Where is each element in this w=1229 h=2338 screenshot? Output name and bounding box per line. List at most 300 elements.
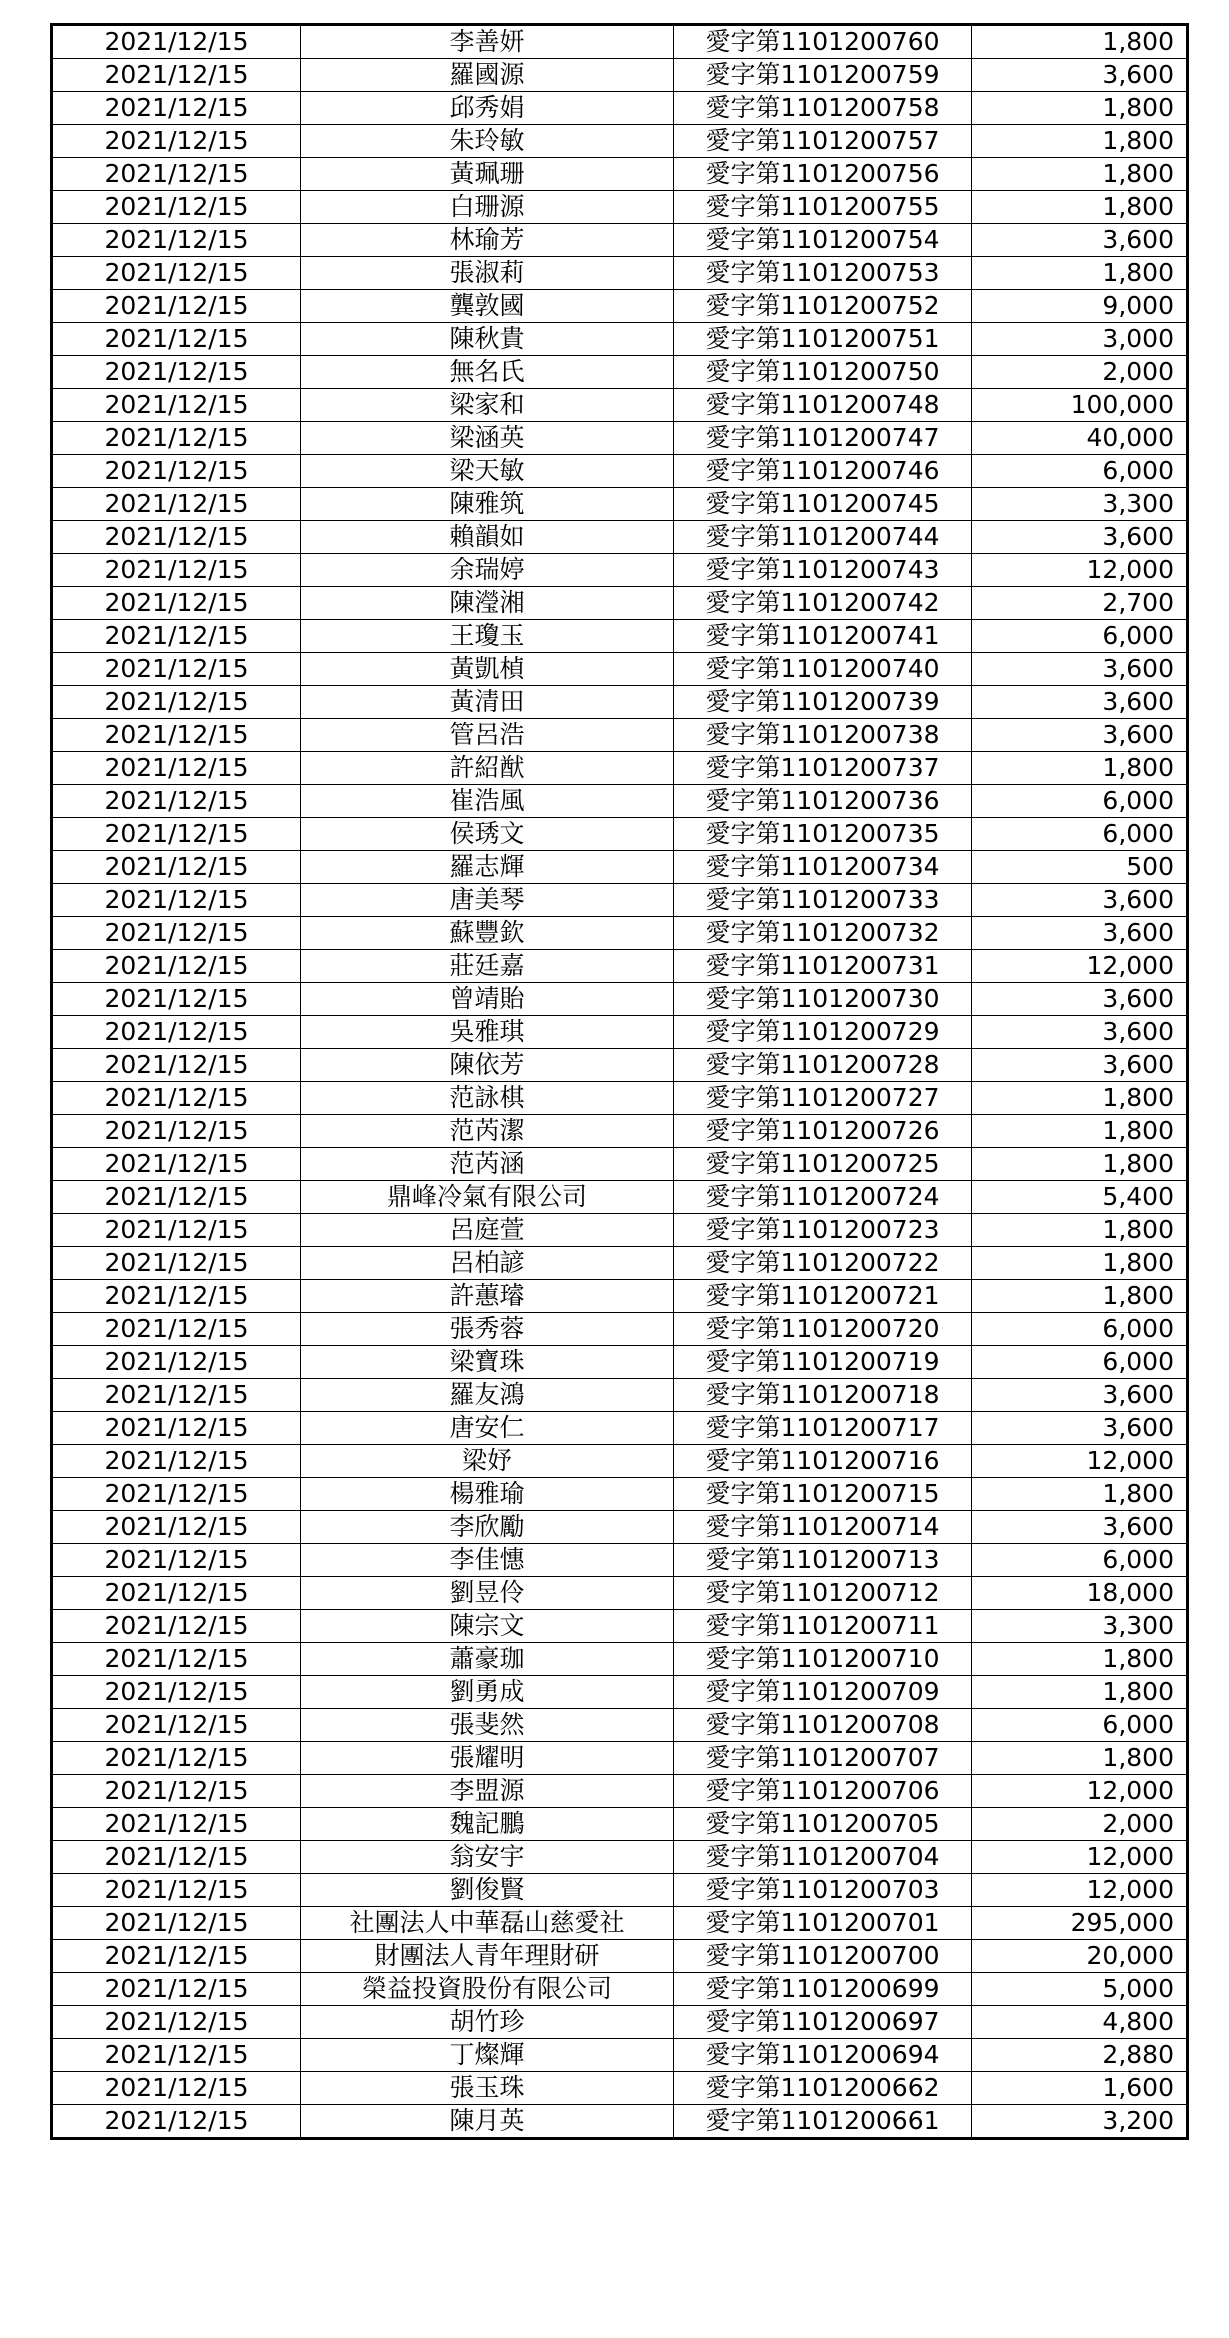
receipt-number-cell: 愛字第1101200704 [674,1841,972,1874]
table-row [52,1676,1188,1709]
date-cell: 2021/12/15 [52,92,301,125]
amount-cell: 12,000 [972,950,1188,983]
amount-cell: 1,800 [972,25,1188,59]
donor-name-cell: 呂庭萱 [301,1214,674,1247]
receipt-number-cell: 愛字第1101200720 [674,1313,972,1346]
receipt-number-cell: 愛字第1101200750 [674,356,972,389]
donor-name-cell: 羅志輝 [301,851,674,884]
donor-name-cell: 張淑莉 [301,257,674,290]
receipt-number-cell: 愛字第1101200758 [674,92,972,125]
table-row [52,1709,1188,1742]
receipt-number-cell: 愛字第1101200705 [674,1808,972,1841]
amount-cell: 12,000 [972,1445,1188,1478]
table-row [52,1016,1188,1049]
amount-cell: 18,000 [972,1577,1188,1610]
receipt-number-cell: 愛字第1101200701 [674,1907,972,1940]
amount-cell: 5,400 [972,1181,1188,1214]
donor-name-cell: 陳秋貴 [301,323,674,356]
date-cell: 2021/12/15 [52,1907,301,1940]
table-row [52,1478,1188,1511]
date-cell: 2021/12/15 [52,1544,301,1577]
receipt-number-cell: 愛字第1101200746 [674,455,972,488]
receipt-number-cell: 愛字第1101200703 [674,1874,972,1907]
amount-cell: 1,800 [972,1115,1188,1148]
amount-cell: 3,600 [972,653,1188,686]
receipt-number-cell: 愛字第1101200732 [674,917,972,950]
receipt-number-cell: 愛字第1101200748 [674,389,972,422]
date-cell: 2021/12/15 [52,2039,301,2072]
donor-name-cell: 張玉珠 [301,2072,674,2105]
amount-cell: 12,000 [972,1775,1188,1808]
table-row [52,1313,1188,1346]
donor-name-cell: 黃清田 [301,686,674,719]
date-cell: 2021/12/15 [52,983,301,1016]
donor-name-cell: 林瑜芳 [301,224,674,257]
donor-name-cell: 劉俊賢 [301,1874,674,1907]
table-row [52,323,1188,356]
table-row [52,1643,1188,1676]
date-cell: 2021/12/15 [52,1511,301,1544]
date-cell: 2021/12/15 [52,785,301,818]
receipt-number-cell: 愛字第1101200713 [674,1544,972,1577]
amount-cell: 1,800 [972,1148,1188,1181]
receipt-number-cell: 愛字第1101200699 [674,1973,972,2006]
date-cell: 2021/12/15 [52,851,301,884]
table-row [52,950,1188,983]
amount-cell: 3,600 [972,1049,1188,1082]
receipt-number-cell: 愛字第1101200754 [674,224,972,257]
amount-cell: 6,000 [972,1346,1188,1379]
receipt-number-cell: 愛字第1101200714 [674,1511,972,1544]
amount-cell: 295,000 [972,1907,1188,1940]
receipt-number-cell: 愛字第1101200755 [674,191,972,224]
date-cell: 2021/12/15 [52,818,301,851]
donor-name-cell: 翁安宇 [301,1841,674,1874]
receipt-number-cell: 愛字第1101200726 [674,1115,972,1148]
receipt-number-cell: 愛字第1101200745 [674,488,972,521]
donor-name-cell: 范詠棋 [301,1082,674,1115]
table-row [52,1049,1188,1082]
date-cell: 2021/12/15 [52,1742,301,1775]
table-row [52,1775,1188,1808]
donor-name-cell: 梁家和 [301,389,674,422]
date-cell: 2021/12/15 [52,224,301,257]
amount-cell: 3,600 [972,1016,1188,1049]
date-cell: 2021/12/15 [52,1478,301,1511]
amount-cell: 3,600 [972,1511,1188,1544]
receipt-number-cell: 愛字第1101200729 [674,1016,972,1049]
amount-cell: 2,000 [972,1808,1188,1841]
table-row [52,521,1188,554]
donor-name-cell: 陳宗文 [301,1610,674,1643]
table-row [52,1874,1188,1907]
table-row [52,1973,1188,2006]
receipt-number-cell: 愛字第1101200742 [674,587,972,620]
table-row [52,2039,1188,2072]
table-row [52,92,1188,125]
table-row [52,2072,1188,2105]
donor-name-cell: 梁寶珠 [301,1346,674,1379]
date-cell: 2021/12/15 [52,1874,301,1907]
date-cell: 2021/12/15 [52,1280,301,1313]
amount-cell: 3,300 [972,488,1188,521]
donor-name-cell: 陳依芳 [301,1049,674,1082]
table-row [52,389,1188,422]
table-row [52,884,1188,917]
donor-name-cell: 陳月英 [301,2105,674,2139]
donor-name-cell: 曾靖貽 [301,983,674,1016]
amount-cell: 12,000 [972,1841,1188,1874]
date-cell: 2021/12/15 [52,1247,301,1280]
date-cell: 2021/12/15 [52,554,301,587]
receipt-number-cell: 愛字第1101200710 [674,1643,972,1676]
table-row [52,422,1188,455]
date-cell: 2021/12/15 [52,1577,301,1610]
amount-cell: 3,600 [972,983,1188,1016]
amount-cell: 20,000 [972,1940,1188,1973]
receipt-number-cell: 愛字第1101200735 [674,818,972,851]
receipt-number-cell: 愛字第1101200711 [674,1610,972,1643]
receipt-number-cell: 愛字第1101200706 [674,1775,972,1808]
donor-name-cell: 張斐然 [301,1709,674,1742]
table-row [52,1412,1188,1445]
date-cell: 2021/12/15 [52,1016,301,1049]
amount-cell: 1,800 [972,92,1188,125]
receipt-number-cell: 愛字第1101200724 [674,1181,972,1214]
table-row [52,1940,1188,1973]
table-row [52,290,1188,323]
amount-cell: 1,600 [972,2072,1188,2105]
table-row [52,1346,1188,1379]
date-cell: 2021/12/15 [52,1148,301,1181]
amount-cell: 6,000 [972,620,1188,653]
amount-cell: 3,600 [972,521,1188,554]
donor-name-cell: 無名氏 [301,356,674,389]
table-row [52,1445,1188,1478]
receipt-number-cell: 愛字第1101200757 [674,125,972,158]
donor-name-cell: 丁燦輝 [301,2039,674,2072]
table-row [52,1610,1188,1643]
receipt-number-cell: 愛字第1101200721 [674,1280,972,1313]
donor-name-cell: 吳雅琪 [301,1016,674,1049]
amount-cell: 3,200 [972,2105,1188,2139]
donor-name-cell: 范芮潔 [301,1115,674,1148]
receipt-number-cell: 愛字第1101200747 [674,422,972,455]
donor-name-cell: 梁天敏 [301,455,674,488]
donor-name-cell: 唐安仁 [301,1412,674,1445]
donation-table-body [52,25,1188,2139]
donor-name-cell: 范芮涵 [301,1148,674,1181]
amount-cell: 4,800 [972,2006,1188,2039]
table-row [52,1214,1188,1247]
receipt-number-cell: 愛字第1101200712 [674,1577,972,1610]
receipt-number-cell: 愛字第1101200722 [674,1247,972,1280]
date-cell: 2021/12/15 [52,158,301,191]
donor-name-cell: 財團法人青年理財研 [301,1940,674,1973]
amount-cell: 3,300 [972,1610,1188,1643]
date-cell: 2021/12/15 [52,25,301,59]
table-row [52,620,1188,653]
donor-name-cell: 張秀蓉 [301,1313,674,1346]
date-cell: 2021/12/15 [52,521,301,554]
amount-cell: 1,800 [972,1082,1188,1115]
receipt-number-cell: 愛字第1101200715 [674,1478,972,1511]
date-cell: 2021/12/15 [52,1841,301,1874]
receipt-number-cell: 愛字第1101200716 [674,1445,972,1478]
date-cell: 2021/12/15 [52,653,301,686]
receipt-number-cell: 愛字第1101200739 [674,686,972,719]
donor-name-cell: 邱秀娟 [301,92,674,125]
donor-name-cell: 賴韻如 [301,521,674,554]
amount-cell: 2,880 [972,2039,1188,2072]
table-row [52,1577,1188,1610]
receipt-number-cell: 愛字第1101200727 [674,1082,972,1115]
table-row [52,1742,1188,1775]
amount-cell: 6,000 [972,818,1188,851]
amount-cell: 6,000 [972,1544,1188,1577]
date-cell: 2021/12/15 [52,455,301,488]
table-row [52,25,1188,59]
amount-cell: 1,800 [972,1478,1188,1511]
receipt-number-cell: 愛字第1101200661 [674,2105,972,2139]
date-cell: 2021/12/15 [52,1181,301,1214]
date-cell: 2021/12/15 [52,1709,301,1742]
donor-name-cell: 李善妍 [301,25,674,59]
donor-name-cell: 王瓊玉 [301,620,674,653]
receipt-number-cell: 愛字第1101200707 [674,1742,972,1775]
date-cell: 2021/12/15 [52,1445,301,1478]
donor-name-cell: 崔浩風 [301,785,674,818]
amount-cell: 3,600 [972,719,1188,752]
amount-cell: 1,800 [972,752,1188,785]
amount-cell: 12,000 [972,1874,1188,1907]
amount-cell: 500 [972,851,1188,884]
donor-name-cell: 侯琇文 [301,818,674,851]
date-cell: 2021/12/15 [52,1676,301,1709]
date-cell: 2021/12/15 [52,488,301,521]
table-row [52,1907,1188,1940]
table-row [52,158,1188,191]
table-row [52,818,1188,851]
receipt-number-cell: 愛字第1101200731 [674,950,972,983]
receipt-number-cell: 愛字第1101200738 [674,719,972,752]
donor-name-cell: 社團法人中華磊山慈愛社 [301,1907,674,1940]
receipt-number-cell: 愛字第1101200759 [674,59,972,92]
date-cell: 2021/12/15 [52,1049,301,1082]
table-row [52,587,1188,620]
table-row [52,488,1188,521]
receipt-number-cell: 愛字第1101200760 [674,25,972,59]
donor-name-cell: 余瑞婷 [301,554,674,587]
donor-name-cell: 黃凱楨 [301,653,674,686]
receipt-number-cell: 愛字第1101200752 [674,290,972,323]
date-cell: 2021/12/15 [52,587,301,620]
date-cell: 2021/12/15 [52,1412,301,1445]
date-cell: 2021/12/15 [52,356,301,389]
receipt-number-cell: 愛字第1101200662 [674,2072,972,2105]
table-row [52,1115,1188,1148]
donor-name-cell: 陳瀅湘 [301,587,674,620]
table-row [52,59,1188,92]
receipt-number-cell: 愛字第1101200734 [674,851,972,884]
table-row [52,2105,1188,2139]
table-row [52,917,1188,950]
receipt-number-cell: 愛字第1101200694 [674,2039,972,2072]
amount-cell: 1,800 [972,1214,1188,1247]
date-cell: 2021/12/15 [52,323,301,356]
table-row [52,1181,1188,1214]
donor-name-cell: 許紹猷 [301,752,674,785]
donor-name-cell: 管呂浩 [301,719,674,752]
table-row [52,1511,1188,1544]
donation-table [50,23,1189,2140]
table-row [52,224,1188,257]
amount-cell: 1,800 [972,1280,1188,1313]
date-cell: 2021/12/15 [52,1082,301,1115]
donor-name-cell: 羅國源 [301,59,674,92]
date-cell: 2021/12/15 [52,950,301,983]
amount-cell: 1,800 [972,158,1188,191]
table-row [52,752,1188,785]
amount-cell: 1,800 [972,1247,1188,1280]
donor-name-cell: 張耀明 [301,1742,674,1775]
amount-cell: 3,600 [972,1412,1188,1445]
receipt-number-cell: 愛字第1101200751 [674,323,972,356]
amount-cell: 5,000 [972,1973,1188,2006]
date-cell: 2021/12/15 [52,1808,301,1841]
date-cell: 2021/12/15 [52,2072,301,2105]
table-row [52,257,1188,290]
amount-cell: 2,700 [972,587,1188,620]
table-row [52,125,1188,158]
date-cell: 2021/12/15 [52,290,301,323]
amount-cell: 3,600 [972,59,1188,92]
receipt-number-cell: 愛字第1101200728 [674,1049,972,1082]
donor-name-cell: 榮益投資股份有限公司 [301,1973,674,2006]
amount-cell: 6,000 [972,1709,1188,1742]
table-row [52,356,1188,389]
donor-name-cell: 黃珮珊 [301,158,674,191]
amount-cell: 1,800 [972,1676,1188,1709]
receipt-number-cell: 愛字第1101200718 [674,1379,972,1412]
amount-cell: 1,800 [972,257,1188,290]
amount-cell: 9,000 [972,290,1188,323]
amount-cell: 6,000 [972,455,1188,488]
date-cell: 2021/12/15 [52,620,301,653]
table-row [52,1148,1188,1181]
date-cell: 2021/12/15 [52,2006,301,2039]
date-cell: 2021/12/15 [52,686,301,719]
receipt-number-cell: 愛字第1101200700 [674,1940,972,1973]
amount-cell: 1,800 [972,1742,1188,1775]
receipt-number-cell: 愛字第1101200753 [674,257,972,290]
table-row [52,1247,1188,1280]
donor-name-cell: 魏記鵬 [301,1808,674,1841]
donor-name-cell: 鼎峰冷氣有限公司 [301,1181,674,1214]
date-cell: 2021/12/15 [52,257,301,290]
receipt-number-cell: 愛字第1101200740 [674,653,972,686]
receipt-number-cell: 愛字第1101200697 [674,2006,972,2039]
date-cell: 2021/12/15 [52,719,301,752]
date-cell: 2021/12/15 [52,1115,301,1148]
receipt-number-cell: 愛字第1101200719 [674,1346,972,1379]
amount-cell: 3,600 [972,224,1188,257]
table-row [52,983,1188,1016]
amount-cell: 12,000 [972,554,1188,587]
date-cell: 2021/12/15 [52,1610,301,1643]
date-cell: 2021/12/15 [52,1214,301,1247]
receipt-number-cell: 愛字第1101200743 [674,554,972,587]
amount-cell: 3,600 [972,884,1188,917]
donor-name-cell: 蘇豐欽 [301,917,674,950]
table-row [52,1280,1188,1313]
receipt-number-cell: 愛字第1101200741 [674,620,972,653]
receipt-number-cell: 愛字第1101200736 [674,785,972,818]
donor-name-cell: 唐美琴 [301,884,674,917]
amount-cell: 2,000 [972,356,1188,389]
donor-name-cell: 李盟源 [301,1775,674,1808]
table-row [52,554,1188,587]
receipt-number-cell: 愛字第1101200717 [674,1412,972,1445]
amount-cell: 3,600 [972,917,1188,950]
date-cell: 2021/12/15 [52,389,301,422]
donor-name-cell: 梁涵英 [301,422,674,455]
date-cell: 2021/12/15 [52,59,301,92]
table-row [52,1379,1188,1412]
amount-cell: 6,000 [972,785,1188,818]
amount-cell: 100,000 [972,389,1188,422]
date-cell: 2021/12/15 [52,1313,301,1346]
amount-cell: 1,800 [972,191,1188,224]
receipt-number-cell: 愛字第1101200723 [674,1214,972,1247]
donor-name-cell: 胡竹珍 [301,2006,674,2039]
donor-name-cell: 劉勇成 [301,1676,674,1709]
date-cell: 2021/12/15 [52,2105,301,2139]
table-row [52,719,1188,752]
date-cell: 2021/12/15 [52,125,301,158]
amount-cell: 1,800 [972,125,1188,158]
date-cell: 2021/12/15 [52,1973,301,2006]
date-cell: 2021/12/15 [52,422,301,455]
donor-name-cell: 許蕙璿 [301,1280,674,1313]
amount-cell: 6,000 [972,1313,1188,1346]
date-cell: 2021/12/15 [52,191,301,224]
receipt-number-cell: 愛字第1101200730 [674,983,972,1016]
donor-name-cell: 白珊源 [301,191,674,224]
table-row [52,686,1188,719]
receipt-number-cell: 愛字第1101200737 [674,752,972,785]
receipt-number-cell: 愛字第1101200756 [674,158,972,191]
date-cell: 2021/12/15 [52,1775,301,1808]
amount-cell: 3,600 [972,1379,1188,1412]
table-row [52,851,1188,884]
donor-name-cell: 羅友鴻 [301,1379,674,1412]
donor-name-cell: 莊廷嘉 [301,950,674,983]
date-cell: 2021/12/15 [52,1940,301,1973]
donor-name-cell: 陳雅筑 [301,488,674,521]
date-cell: 2021/12/15 [52,1346,301,1379]
donor-name-cell: 楊雅瑜 [301,1478,674,1511]
receipt-number-cell: 愛字第1101200708 [674,1709,972,1742]
donor-name-cell: 龔敦國 [301,290,674,323]
donor-name-cell: 劉昱伶 [301,1577,674,1610]
receipt-number-cell: 愛字第1101200733 [674,884,972,917]
table-row [52,1808,1188,1841]
donor-name-cell: 朱玲敏 [301,125,674,158]
amount-cell: 3,600 [972,686,1188,719]
date-cell: 2021/12/15 [52,884,301,917]
table-row [52,1841,1188,1874]
